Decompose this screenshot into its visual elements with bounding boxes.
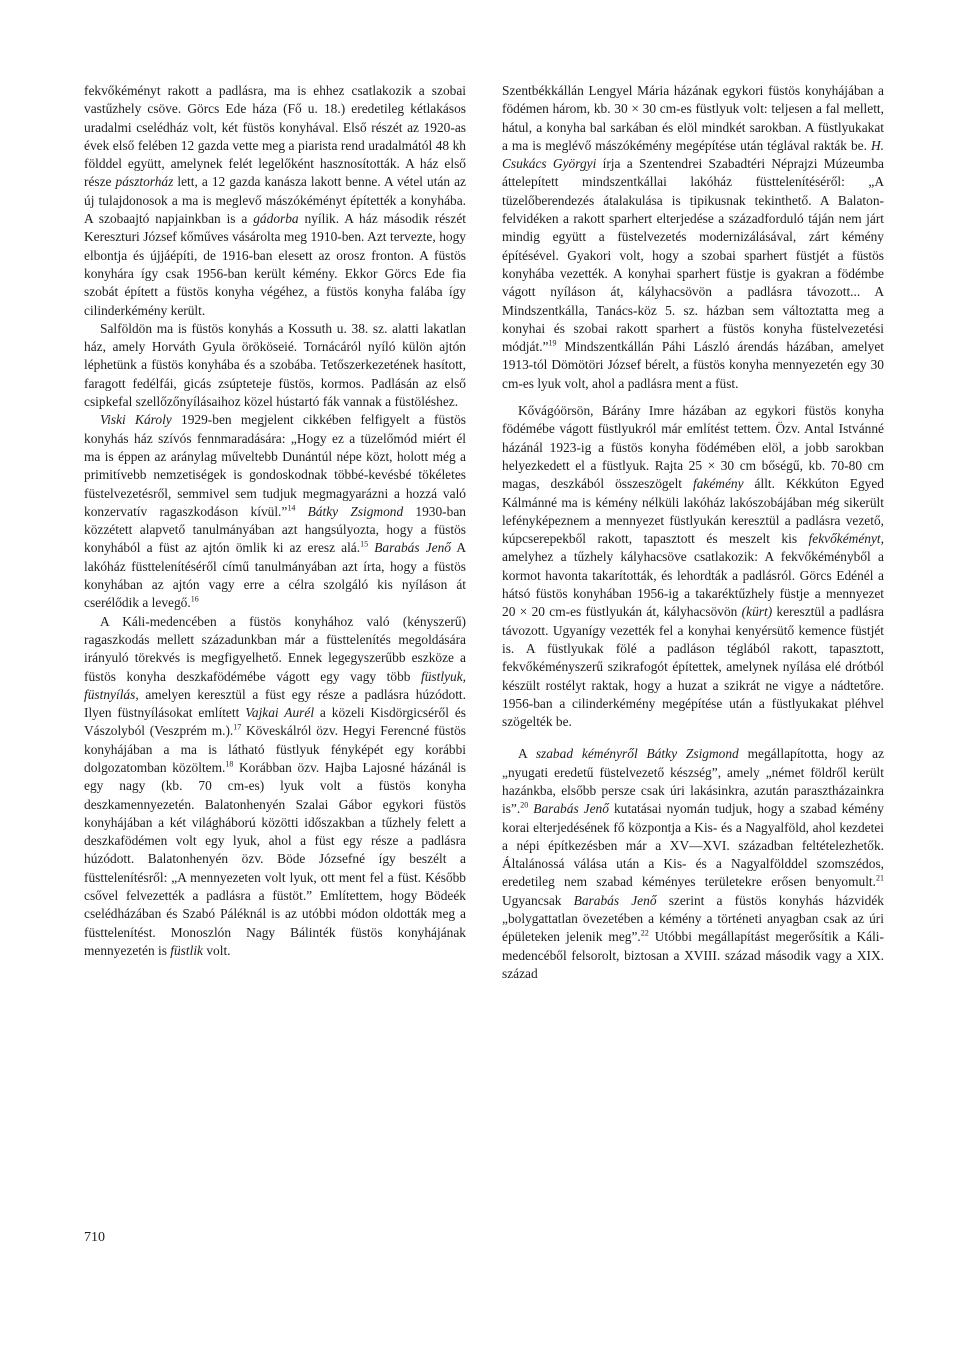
left-text-column: [84, 82, 466, 960]
paragraph: Szentbékkállán Lengyel Mária házának egykori füstös konyhájában a födémen három, kb. 30 × 30 cm-es füstlyuk volt: teljesen a fal mellett, hátul, a konyha bal sarkában és elöl mindkét sarokban. A füstlyukakat a ma is meglévő mászókémény megépítése után téglával rakták be. H. Csukács Györgyi írja a Szentendrei Szabadtéri Néprajzi Múzeumba áttelepített mindszentkállai lakóház füsttelenítéséről: „A tüzelőberendezés átalakulása is tipikusnak tekinthető. A Balaton-felvidéken a rakott sparhert elterjedése a századforduló táján nem járt mindig együtt a füstelvezetés modernizálásával, zárt kémény építésével. Gyakori volt, hogy a szobai sparhert füstjét a füstös konyhába vezették. A konyhai sparhert füstje is gyakran a födémbe vágott nyíláson át, kályhacsövön a padlásra távozott... A Mindszentkálla, Tanács-köz 5. sz. házban sem változtatta meg a konyhai és szobai rakott sparhert a füstös konyha füstelvezetési módját.”$^{19}$ Mindszentkállán Páhi László árendás házában, amelyet 1913-tól Dömötöri József bérelt, a füstös konyha mennyezetén egy 30 cm-es lyuk volt, ahol a padlásra ment a füst.: [502, 83, 884, 391]
paragraph: Kővágóörsön, Bárány Imre házában az egykori füstös konyha födémébe vágott füstlyukról már említést tettem. Özv. Antal Istvánné házánál 1923-ig a füstös konyha födémében elöl, a jobb sarokban helyezkedett el a füstlyuk. Rajta 25 × 30 cm bőségű, kb. 70-80 cm magas, deszkából összeszögelt fakémény állt. Kékkúton Egyed Kálmánné ma is kémény nélküli lakóház lakószobájában még sikerült lefényképeznem a mennyezet füstlyukán keresztül a padlásra vezető, kúpcserepekből rakott, tapasztott és meszelt kis fekvőkéményt, amelyhez a tűzhely kályhacsöve csatlakozik: A fekvőkéményből a kormot havonta takarították, és lehordták a padlásról. Görcs Edénél a hátsó füstös konyhában 1956-ig a takaréktűzhely füstje a mennyezet 20 × 20 cm-es füstlyukán át, kályhacsövön (kürt) keresztül a padlásra távozott. Ugyanígy vezették fel a konyhai kenyérsütő kemence füstjét is. A füstlyukak fölé a padláson téglából rakott, tapasztott, fekvőkéményszerű szikrafogót építettek, amelynek nyílása elé drótból készült rostélyt raktak, hogy a huzat a szikrát ne vigye a nádtetőre. 1956-ban a cilinderkémény megépítése után a füstlyukakat pléhvel szögelték be.: [502, 403, 884, 730]
page-number: 710: [84, 1230, 105, 1245]
paragraph: Salföldön ma is füstös konyhás a Kossuth u. 38. sz. alatti lakatlan ház, amely Horváth Gyula örököseié. Tornácáról nyíló külön ajtón léphetünk a füstös konyhába és a szobába. Tetőszerkezetének hasított, faragott fedélfái, gicás zsúpteteje füstös, kormos. Padlásán az első csipkefal szellőzőnyílásaihoz közel hústartó fák vannak a füstöléshez.: [84, 320, 466, 410]
paragraph: A szabad kéményről Bátky Zsigmond megállapította, hogy az „nyugati eredetű füstelvezető készség”, amely „német földről került hazánkba, elsőbb persze csak úri lakásinkra, azután parasztházainkra is”.$^{20}$ Barabás Jenő kutatásai nyomán tudjuk, hogy a szabad kémény korai elterjedésének fő központja a Kis- és a Nagyalföld, ahol kezdetei a népi építkezésben már a XV—XVI. században feltételezhetők. Általánossá válása után a Kis- és a Nagyalfölddel szomszédos, eredetileg nem szabad kéményes területekre erősen benyomult.$^{21}$ Ugyancsak Barabás Jenő szerint a füstös konyhás házvidék „bolygattatlan övezetében a kémény a történeti anyagban csak az úri épületeken jelenik meg”.$^{22}$ Utóbbi megállapítást megerősítik a Káli-medencéből felsorolt, biztosan a XVIII. század második vagy a XIX. század: [502, 746, 885, 981]
right-text-column: [502, 82, 884, 983]
paragraph: A Káli-medencében a füstös konyhához való (kényszerű) ragaszkodás mellett századunkban már a füsttelenítés megoldására irányuló törekvés is megfigyelhető. Ennek legegyszerűbb eszköze a füstös konyha deszkafödémébe vágott egy vagy több füstlyuk, füstnyílás, amelyen keresztül a füst egy része a padlásra húzódott. Ilyen füstnyílásokat említett Vajkai Aurél a közeli Kisdörgicséről és Vászolyból (Veszprém m.).$^{17}$ Köveskálról özv. Hegyi Ferencné füstös konyhájában a ma is látható füstlyuk fényképét egy korábbi dolgozatomban közöltem.$^{18}$ Korábban özv. Hajba Lajosné házánál is egy nagy (kb. 70 cm-es) lyuk volt a füstös konyha deszkamennyezetén. Balatonhenyén Szalai Gábor egykori füstös konyhájában a két világháború közötti időszakban a tűzhely felett a deszkafödémen volt egy lyuk, ahol a füst egy része a padlásra húzódott. Balatonhenyén özv. Böde Józsefné így beszélt a füsttelenítésről: „A mennyezeten volt lyuk, ott ment fel a füst. Később csővel felvezették a padlásra a füstöt.” Említettem, hogy Bödeék cselédházában és Szabó Páléknál is az utóbbi módon oldották meg a füsttelenítést. Monoszlón Nagy Bálinték füstös konyhájának mennyezetén is füstlik volt.: [84, 613, 466, 958]
paragraph: Viski Károly 1929-ben megjelent cikkében felfigyelt a füstös konyhás ház szívós fennmaradására: „Hogy ez a tüzelőmód miért él ma is éppen az aránylag műveltebb Dunántúl népe közt, holott még a primitívebb nemzetiségek is gondoskodnak többé-kevésbé tökéletes füstelvezetésről, semmivel sem tudjuk megmagyarázni a hozzá való konzervatív ragaszkodáson kívül.”$^{14}$ Bátky Zsigmond 1930-ban közzétett alapvető tanulmányában azt hangsúlyozta, hogy a füstös konyhából a füst az ajtón ömlik ki az eresz alá.$^{15}$ Barabás Jenő A lakóház füsttelenítéséről című tanulmányában azt írta, hogy a füstös konyhában az ajtón vagy erre a célra szolgáló kis nyíláson át cserélődik a levegő.$^{16}$: [84, 412, 467, 611]
paragraph: fekvőkéményt rakott a padlásra, ma is ehhez csatlakozik a szobai vastűzhely csöve. Görcs Ede háza (Fő u. 18.) eredetileg kétlakásos uradalmi cselédház volt, két füstös konyhával. Első részét az 1920-as évek első felében 12 gazda vette meg a piarista rend uradalmától 48 kh földdel együtt, amelynek felét legelőként hasznosították. A ház első része pásztorház lett, a 12 gazda kanásza lakott benne. A vétel után az új tulajdonosok a ma is meglevő mászókéményt építették a konyhába. A szobaajtó napjainkban is a gádorba nyílik. A ház második részét Kereszturi József kőműves vásárolta meg 1910-ben. Azt tervezte, hogy elbontja és újjáépíti, de 1916-ban elesett az orosz fronton. A füstös konyhára így csak 1956-ban került kémény. Ekkor Görcs Ede fia szobát épített a füstös konyha végéhez, a füstös konyha falába így cilinderkémény került.: [84, 83, 466, 318]
